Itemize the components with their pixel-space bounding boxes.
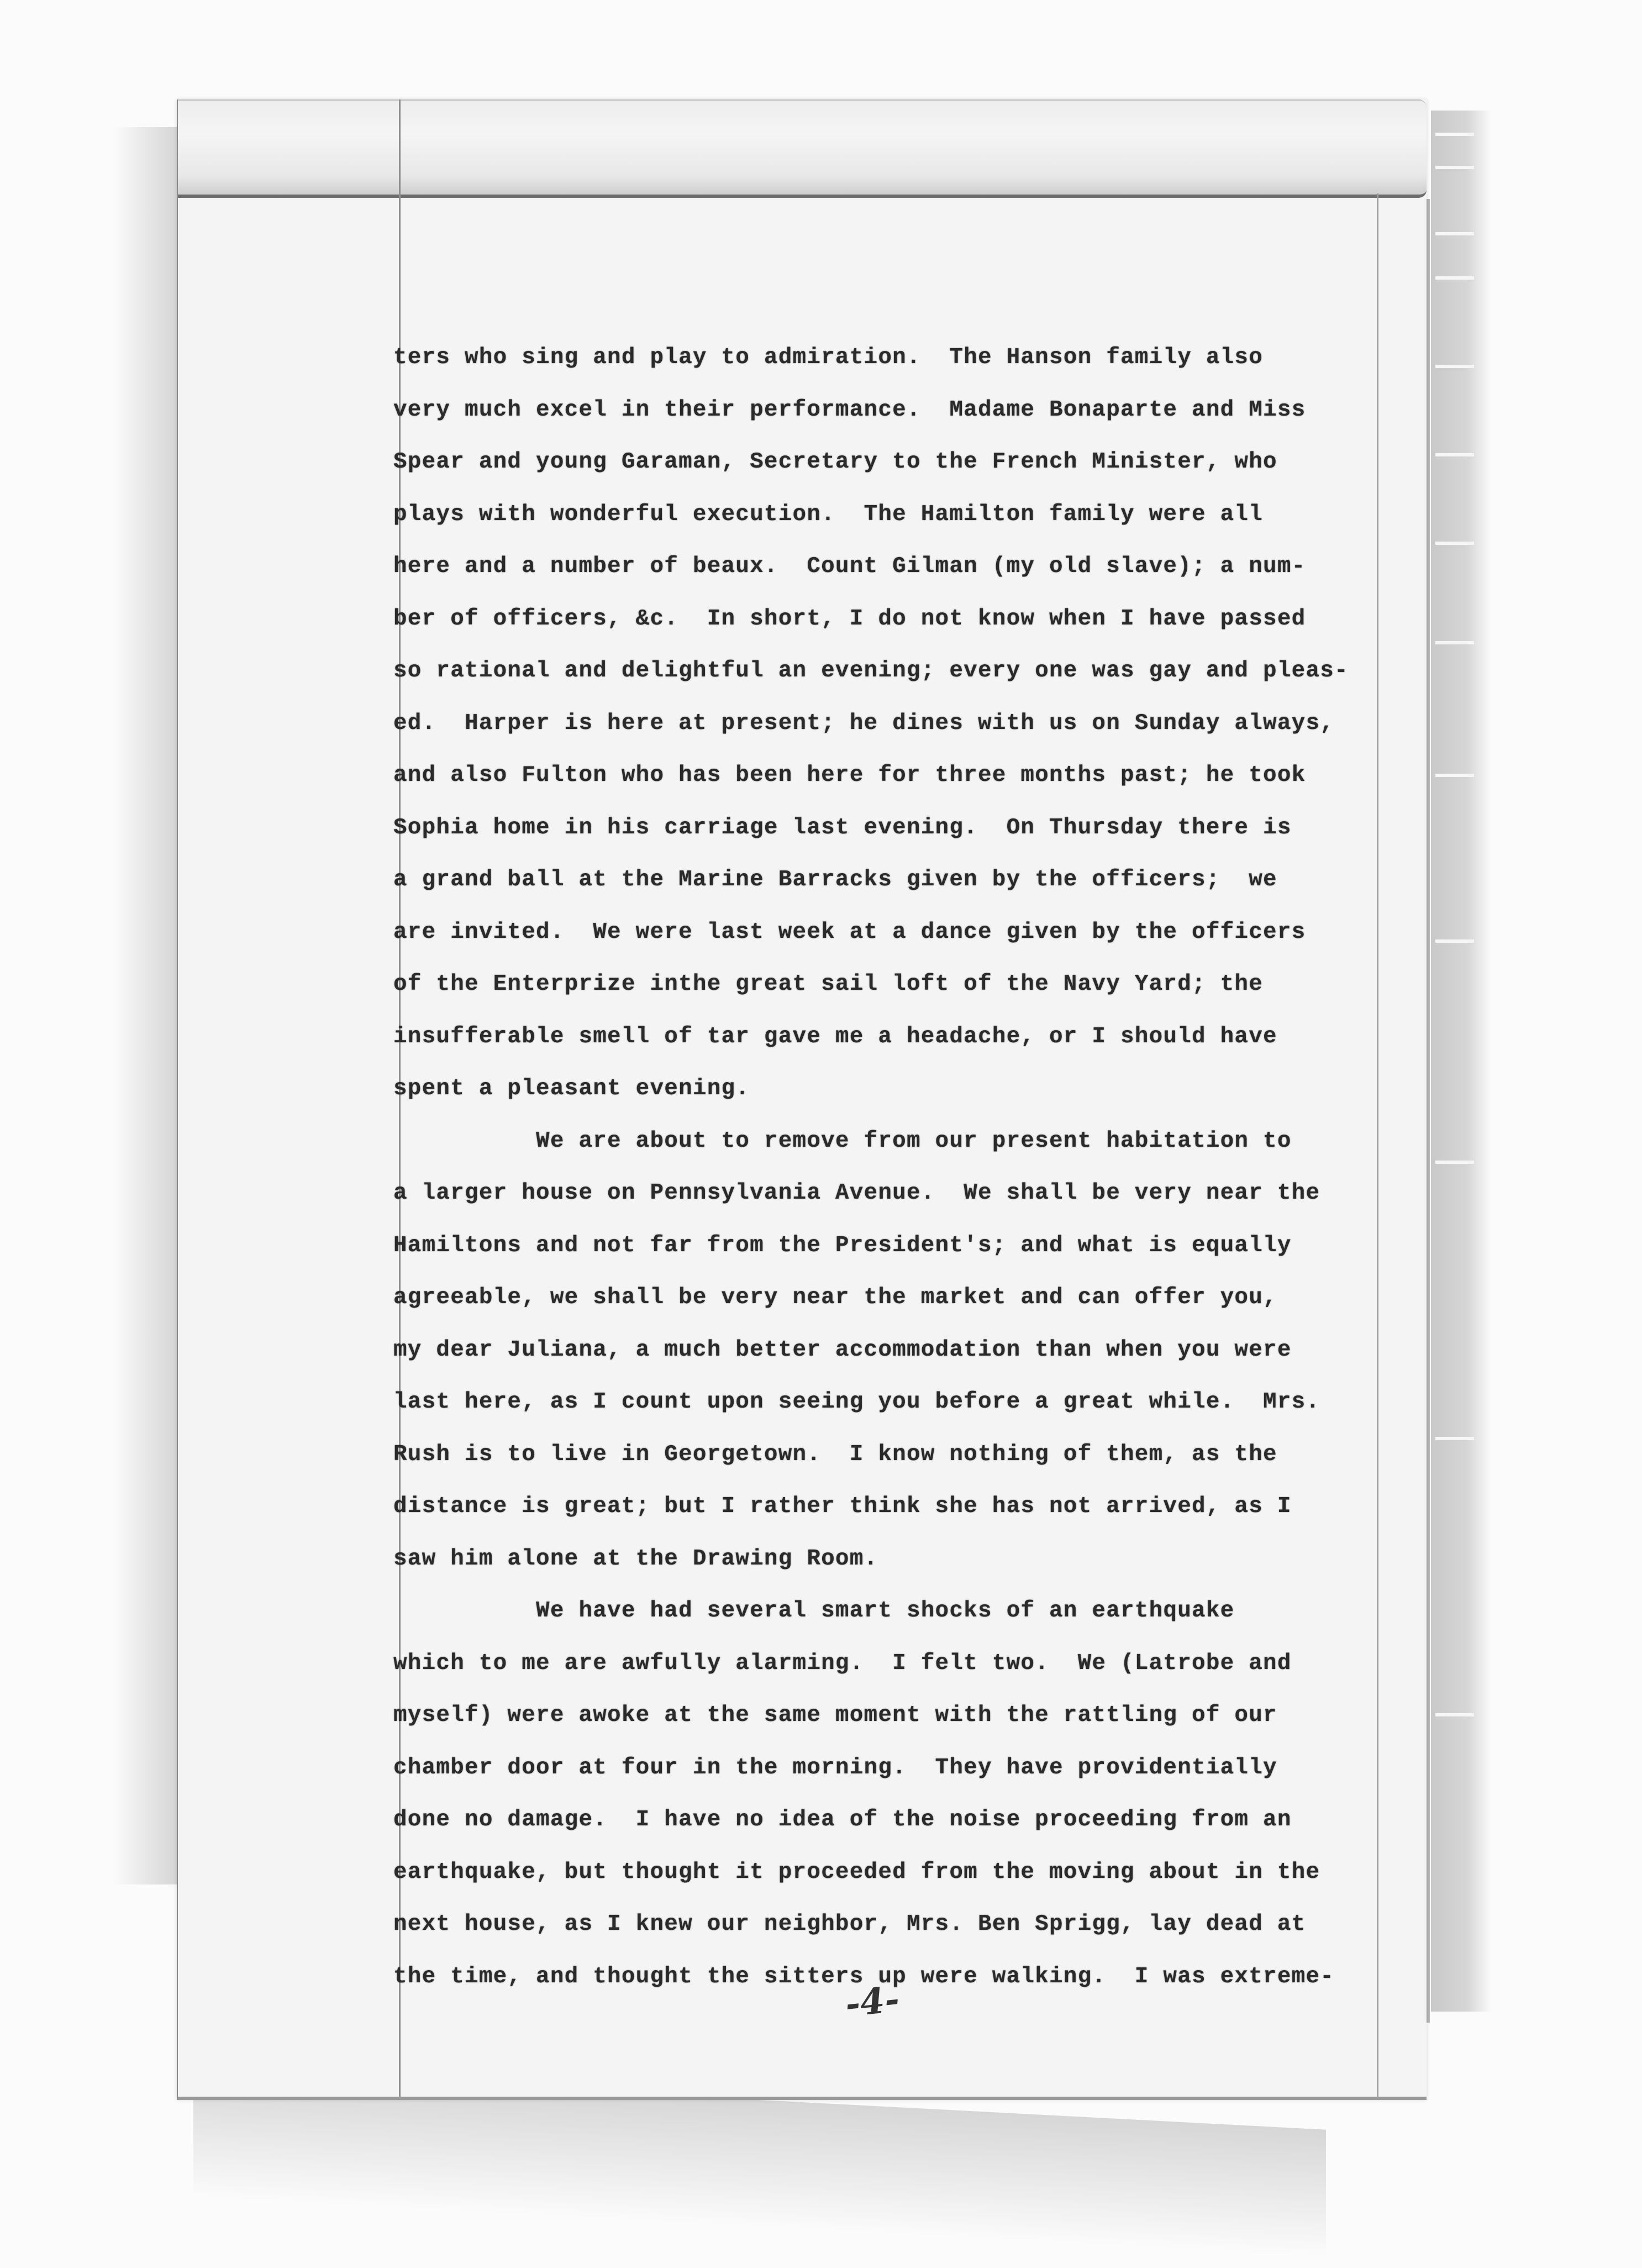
text-line: my dear Juliana, a much better accommodation than when you were: [393, 1337, 1292, 1363]
typed-letter-body: [393, 332, 1404, 2003]
text-line: very much excel in their performance. Madame Bonaparte and Miss: [393, 397, 1306, 423]
text-line: done no damage. I have no idea of the noise proceeding from an: [393, 1807, 1292, 1833]
text-line: Sophia home in his carriage last evening. On Thursday there is: [393, 815, 1292, 841]
text-line: We are about to remove from our present habitation to: [393, 1128, 1292, 1154]
text-line: ber of officers, &c. In short, I do not know when I have passed: [393, 606, 1306, 632]
text-line: of the Enterprize inthe great sail loft of the Navy Yard; the: [393, 972, 1264, 997]
page-shadow-left: [113, 127, 180, 1884]
text-line: a grand ball at the Marine Barracks given by the officers; we: [393, 867, 1277, 893]
text-line: last here, as I count upon seeing you before a great while. Mrs.: [393, 1389, 1320, 1415]
text-line: Spear and young Garaman, Secretary to the French Minister, who: [393, 449, 1277, 475]
page-bottom-edge: [178, 2097, 1427, 2100]
page-stack-right-edge: [1431, 111, 1492, 2012]
text-line: agreeable, we shall be very near the market and can offer you,: [393, 1285, 1277, 1310]
text-line: insufferable smell of tar gave me a headache, or I should have: [393, 1023, 1277, 1049]
text-line: are invited. We were last week at a dance given by the officers: [393, 919, 1306, 945]
text-line: Hamiltons and not far from the President's; and what is equally: [393, 1232, 1292, 1258]
text-line: plays with wonderful execution. The Hamilton family were all: [393, 501, 1264, 527]
rolled-top-edge: [178, 99, 1427, 198]
text-line: the time, and thought the sitters up were walking. I was extreme-: [393, 1964, 1335, 1989]
text-line: so rational and delightful an evening; every one was gay and pleas-: [393, 658, 1349, 684]
text-line: We have had several smart shocks of an earthquake: [393, 1598, 1235, 1624]
text-line: chamber door at four in the morning. They have providentially: [393, 1755, 1277, 1781]
page-number: -4-: [843, 1978, 902, 2025]
text-line: next house, as I knew our neighbor, Mrs. Ben Sprigg, lay dead at: [393, 1912, 1306, 1937]
text-line: ed. Harper is here at present; he dines with us on Sunday always,: [393, 710, 1335, 736]
text-line: here and a number of beaux. Count Gilman (my old slave); a num-: [393, 554, 1306, 579]
text-line: ters who sing and play to admiration. The Hanson family also: [393, 345, 1264, 370]
text-line: distance is great; but I rather think she has not arrived, as I: [393, 1494, 1292, 1519]
text-line: myself) were awoke at the same moment with the rattling of our: [393, 1703, 1277, 1728]
text-line: and also Fulton who has been here for three months past; he took: [393, 763, 1306, 788]
text-line: which to me are awfully alarming. I felt two. We (Latrobe and: [393, 1650, 1292, 1676]
text-line: spent a pleasant evening.: [393, 1076, 750, 1101]
text-line: Rush is to live in Georgetown. I know nothing of them, as the: [393, 1441, 1277, 1467]
text-line: a larger house on Pennsylvania Avenue. We shall be very near the: [393, 1180, 1320, 1206]
text-line: earthquake, but thought it proceeded from the moving about in the: [393, 1859, 1320, 1885]
text-line: saw him alone at the Drawing Room.: [393, 1546, 878, 1572]
